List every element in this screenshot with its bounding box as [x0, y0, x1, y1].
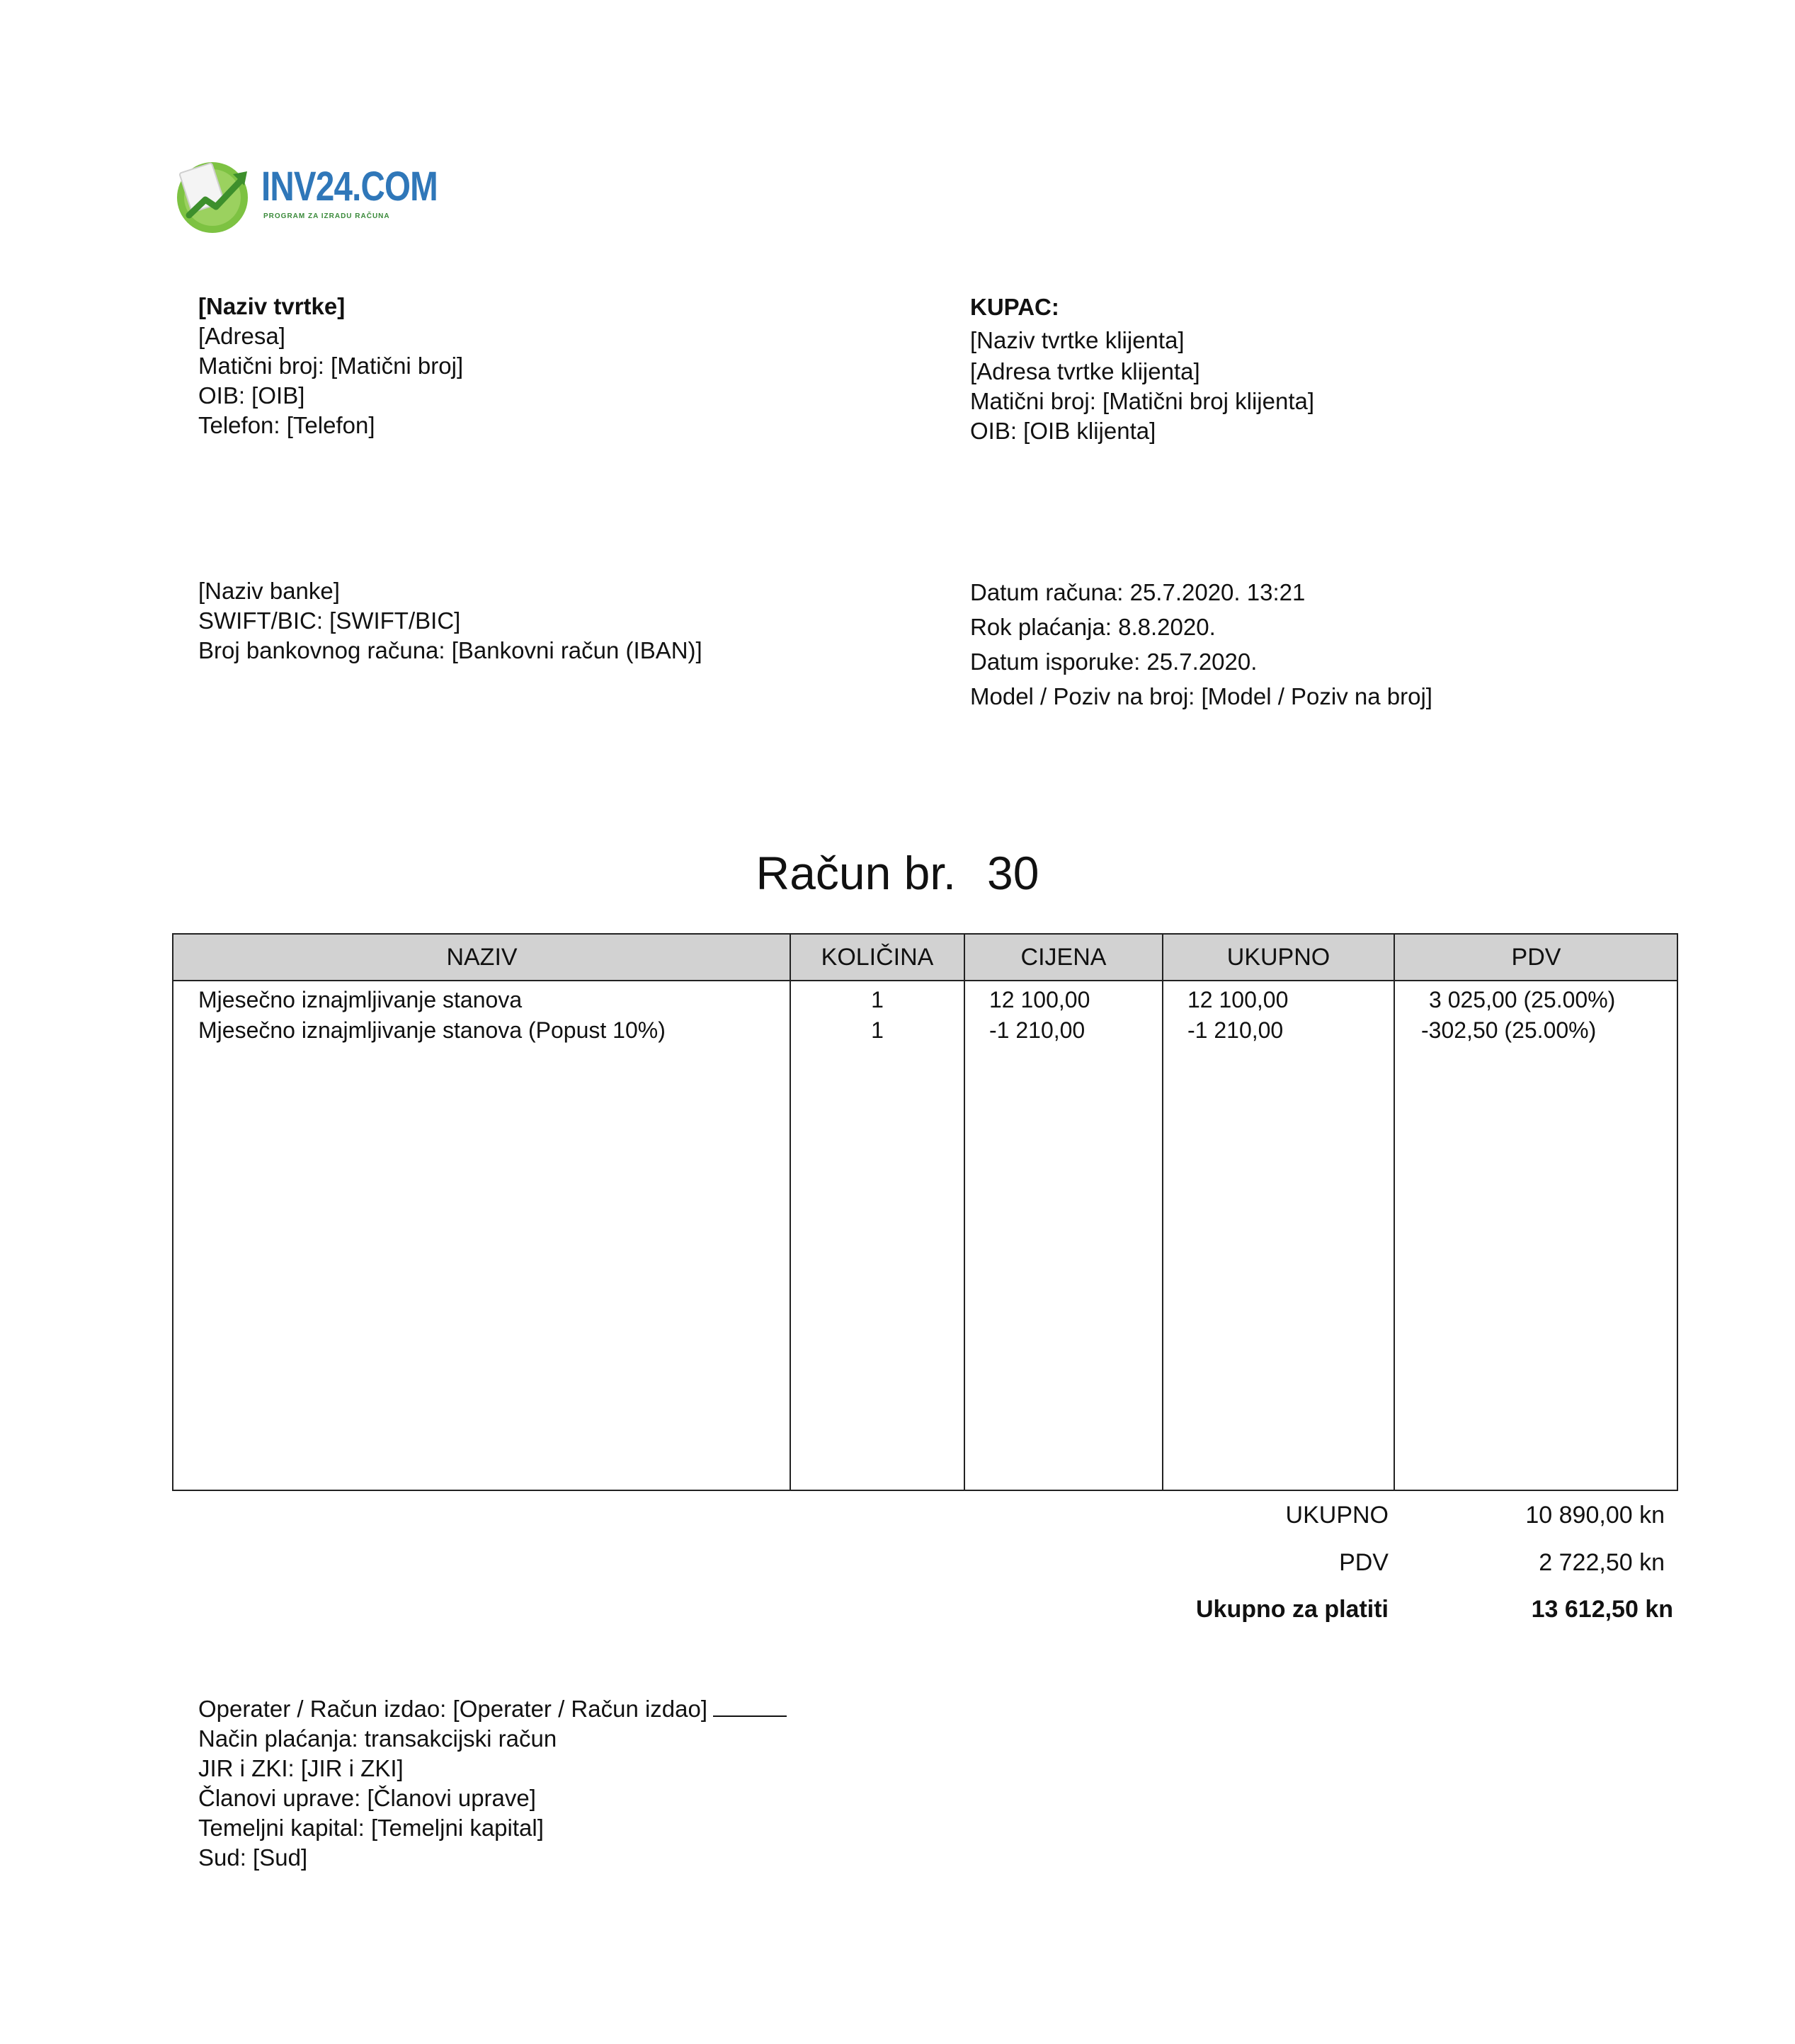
invoice-number: 30	[987, 847, 1039, 899]
seller-phone: Telefon: [Telefon]	[198, 412, 375, 438]
vat-value: 2 722,50 kn	[1539, 1549, 1665, 1576]
payment-method: Način plaćanja: transakcijski račun	[198, 1725, 557, 1752]
invoice-title	[0, 846, 1795, 900]
board-members: Članovi uprave: [Članovi uprave]	[198, 1785, 536, 1811]
court-registry: Sud: [Sud]	[198, 1844, 308, 1871]
subtotal-label: UKUPNO	[1285, 1502, 1389, 1529]
buyer-name: [Naziv tvrtke klijenta]	[970, 327, 1185, 353]
bank-account: Broj bankovnog računa: [Bankovni račun (IBAN)]	[198, 637, 702, 663]
header-pdv: PDV	[1511, 944, 1561, 971]
seller-name: [Naziv tvrtke]	[198, 293, 346, 319]
column-divider	[1162, 935, 1163, 1490]
vat-label: PDV	[1339, 1549, 1389, 1576]
table-cell-kolicina: 1	[871, 987, 884, 1012]
jir-zki: JIR i ZKI: [JIR i ZKI]	[198, 1755, 404, 1781]
invoice-title-label: Račun br.	[756, 847, 957, 899]
bank-name: [Naziv banke]	[198, 578, 340, 604]
buyer-address: [Adresa tvrtke klijenta]	[970, 358, 1200, 384]
bank-swift: SWIFT/BIC: [SWIFT/BIC]	[198, 607, 461, 634]
bank-info	[198, 576, 702, 666]
table-cell-pdv: 3 025,00 (25.00%)	[1429, 987, 1616, 1012]
header-cijena: CIJENA	[1020, 944, 1107, 971]
share-capital: Temeljni kapital: [Temeljni kapital]	[198, 1815, 544, 1841]
column-divider	[1394, 935, 1395, 1490]
delivery-date: Datum isporuke: 25.7.2020.	[970, 649, 1258, 675]
company-logo	[173, 157, 438, 235]
subtotal-value: 10 890,00 kn	[1525, 1502, 1665, 1529]
table-cell-naziv: Mjesečno iznajmljivanje stanova	[198, 987, 523, 1012]
invoice-footer	[198, 1694, 787, 1873]
table-cell-cijena: 12 100,00	[989, 987, 1090, 1012]
payment-reference: Model / Poziv na broj: [Model / Poziv na broj]	[970, 683, 1432, 709]
buyer-reg-number: Matični broj: [Matični broj klijenta]	[970, 388, 1315, 414]
table-header	[173, 935, 1677, 981]
seller-reg-number: Matični broj: [Matični broj]	[198, 353, 464, 379]
grand-total-label: Ukupno za platiti	[1196, 1596, 1389, 1623]
buyer-info	[970, 290, 1314, 446]
table-cell-ukupno: -1 210,00	[1187, 1017, 1284, 1043]
logo-wordmark: INV24.COM	[261, 164, 438, 210]
table-cell-ukupno: 12 100,00	[1187, 987, 1289, 1012]
header-ukupno: UKUPNO	[1226, 944, 1330, 971]
buyer-oib: OIB: [OIB klijenta]	[970, 418, 1156, 444]
table-cell-cijena: -1 210,00	[989, 1017, 1085, 1043]
logo-tagline: PROGRAM ZA IZRADU RAČUNA	[263, 212, 390, 220]
items-table	[172, 933, 1678, 1491]
seller-address: [Adresa]	[198, 323, 285, 349]
seller-oib: OIB: [OIB]	[198, 382, 305, 409]
logo-mark-icon	[173, 157, 258, 235]
due-date: Rok plaćanja: 8.8.2020.	[970, 614, 1216, 640]
operator-info: Operater / Račun izdao: [Operater / Račun izdao]	[198, 1696, 708, 1722]
invoice-date: Datum računa: 25.7.2020. 13:21	[970, 579, 1306, 605]
table-cell-naziv: Mjesečno iznajmljivanje stanova (Popust 10%)	[198, 1017, 666, 1043]
table-cell-kolicina: 1	[871, 1017, 884, 1043]
table-cell-pdv: -302,50 (25.00%)	[1421, 1017, 1597, 1043]
signature-line	[713, 1697, 787, 1717]
header-kolicina: KOLIČINA	[821, 944, 934, 971]
grand-total-value: 13 612,50 kn	[1531, 1596, 1673, 1623]
header-naziv: NAZIV	[446, 944, 518, 971]
invoice-dates	[970, 575, 1432, 714]
seller-info	[198, 292, 463, 440]
buyer-heading: KUPAC:	[970, 294, 1059, 320]
